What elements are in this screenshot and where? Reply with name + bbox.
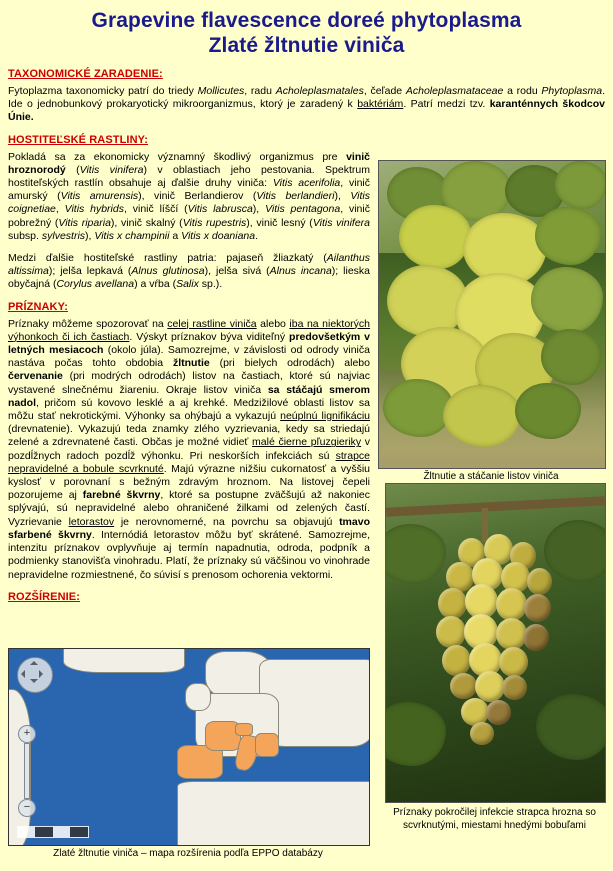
- caption-grapes: Príznaky pokročilej infekcie strapca hrozna so scvrknutými, miestami hnedými bobuľami: [393, 807, 596, 831]
- photo-vine-leaves: [378, 160, 606, 469]
- map-zoom-in-button[interactable]: +: [18, 725, 36, 743]
- vine-leaf: [383, 379, 453, 437]
- grape-berry: [438, 588, 467, 619]
- map-pan-down-icon[interactable]: [30, 679, 38, 683]
- grape-berry: [527, 568, 552, 595]
- vine-leaf: [535, 207, 601, 265]
- section-heading-symptoms: PRÍZNAKY:: [8, 300, 68, 313]
- vine-leaf: [541, 329, 601, 385]
- photo-grape-bunch: [385, 483, 606, 803]
- map-distribution: [8, 648, 370, 846]
- map-land-britain: [185, 683, 211, 711]
- title-line-1: Grapevine flavescence doreé phytoplasma: [91, 9, 522, 32]
- map-pan-left-icon[interactable]: [21, 670, 25, 678]
- grape-berry: [436, 616, 466, 648]
- grape-berry: [499, 647, 528, 677]
- grape-stalk: [482, 508, 488, 542]
- map-zoom-slider[interactable]: [24, 743, 30, 799]
- map-land-alpine-highlight: [235, 723, 253, 736]
- grape-berry-shrivelled: [470, 722, 494, 745]
- section-heading-hosts: HOSTITEĽSKÉ RASTLINY:: [8, 133, 149, 146]
- vine-leaf: [555, 161, 606, 209]
- map-pan-right-icon[interactable]: [39, 670, 43, 678]
- section-text-taxonomy: Fytoplazma taxonomicky patrí do triedy Mollicutes, radu Acholeplasmatales, čeľade Acholeplasmataceae a rodu Phytoplasma. Ide o jednobunkový prokaryotický mikroorganizmus, ktorý je zaradený k baktériám. Patrí medzi tzv. karanténnych škodcov Únie.: [8, 85, 606, 124]
- vine-leaf-yellow: [399, 205, 471, 269]
- map-pan-control[interactable]: [17, 657, 51, 717]
- vine-leaf-yellow: [387, 265, 467, 337]
- grape-berry: [475, 671, 505, 702]
- grape-berry: [496, 588, 527, 621]
- hosts-paragraph-1: Pokladá sa za ekonomicky významný škodlivý organizmus pre vinič hroznorodý (Vitis vinifera) v oblastiach jeho pestovania. Spektrum hostiteľských rastlín obsahuje aj ďalšie druhy viniča: Vitis acerifolia, vinič amurský (Vitis amurensis), vinič Berlandierov (Vitis berlandieri), Vitis coignetiae, Vitis hybrids, vinič líščí (Vitis labrusca), Vitis pentagona, vinič pobrežný (Vitis riparia), vinič skalný (Vitis rupestris), vinič lesný (Vitis vinifera subsp. sylvestris), Vitis x champinii a Vitis x doaniana.: [8, 150, 371, 242]
- vine-leaf: [531, 267, 603, 333]
- section-heading-spread: ROZŠÍRENIE:: [8, 590, 80, 603]
- vine-leaf: [515, 383, 581, 439]
- caption-map: Zlaté žltnutie viniča – mapa rozšírenia podľa EPPO databázy: [53, 848, 323, 859]
- map-land-north-africa: [177, 781, 370, 846]
- photo-vine-foreground-soil: [379, 446, 605, 468]
- grape-berry: [442, 645, 471, 676]
- vine-leaf-yellow: [443, 385, 521, 447]
- map-land-balkans-highlight: [255, 733, 279, 757]
- hosts-paragraph-2: Medzi ďalšie hostiteľské rastliny patria: pajaseň žliazkatý (Ailanthus altissima); jelša lepkavá (Alnus glutinosa), jelša sivá (Alnus incana); lieska obyčajná (Corylus avellana) a vŕba (Salix sp.).: [8, 252, 370, 291]
- title-line-2: Zlaté žltnutie viniča: [208, 34, 405, 57]
- map-land-north: [63, 648, 185, 673]
- section-text-symptoms: Príznaky môžeme spozorovať na celej rastline viniča alebo iba na niektorých výhonkoch či ich častiach. Výskyt príznakov býva viditeľný predovšetkým v letných mesiacoch (okolo júla). Samozrejme, v závislosti od odrody viniča nastáva počas tohto obdobia žltnutie (pri bielych odrodách) alebo červenanie (pri modrých odrodách) listov na častiach, ktoré sú najviac vystavené slnečnému žiareniu. Okraje listov viniča sa stáčajú smerom nadol, pričom sú kovovo lesklé a aj krehké. Medzižilové oblasti listov sa môžu stať nekrotickými. Výhonky sa ohýbajú a vykazujú neúplnú lignifikáciu (drevnatenie). Vykazujú teda znamky zlého vyzrievania, kedy sa striedajú zelené a zdrevnatené časti. Občas je možné vidieť malé čierne pľuzgieriky v pozdĺžnych radoch pozdĺž výhonku. Pri neskorších infekciách sú strapce nepravidelné a bobule scvrknuté. Majú výrazne nižšiu cukornatosť a vyššiu kyslosť v porovnaní s bežným zdravým hroznom. Na listovej čepeli pozorujeme aj farebné škvrny, ktoré sa postupne zväčšujú až nakoniec splývajú, sú nepravidelné alebo ohraničené žilkami od zelených častí. Vyzrievanie letorastov je nerovnomerné, na povrchu sa objavujú tmavo sfarbené škvrny. Internódiá letorastov môžu byť skrátené. Samozrejme, intenzitu príznakov ovplyvňuje aj termín napadnutia, odroda, podpník a podmienky stanovišťa vinohradu. Platí, že príznaky sú väčšinou vo vinohrade nepravidelne rozmiestnené, čo súvisí s prenosom ochorenia vektormi.: [8, 317, 371, 581]
- grape-berry-brown: [486, 700, 511, 725]
- grape-berry-brown: [524, 594, 551, 622]
- map-zoom-out-button[interactable]: −: [18, 799, 36, 817]
- page-title: [8, 8, 605, 58]
- section-heading-taxonomy: TAXONOMICKÉ ZARADENIE:: [8, 68, 163, 80]
- map-scale-bar: [17, 826, 89, 838]
- caption-vine: Žltnutie a stáčanie listov viniča: [423, 471, 559, 482]
- section-text-hosts: [8, 151, 370, 292]
- grape-berry-shrivelled: [450, 673, 477, 699]
- grape-berry-shrivelled: [502, 675, 527, 700]
- grape-berry-brown: [523, 624, 549, 651]
- map-pan-up-icon[interactable]: [30, 661, 38, 665]
